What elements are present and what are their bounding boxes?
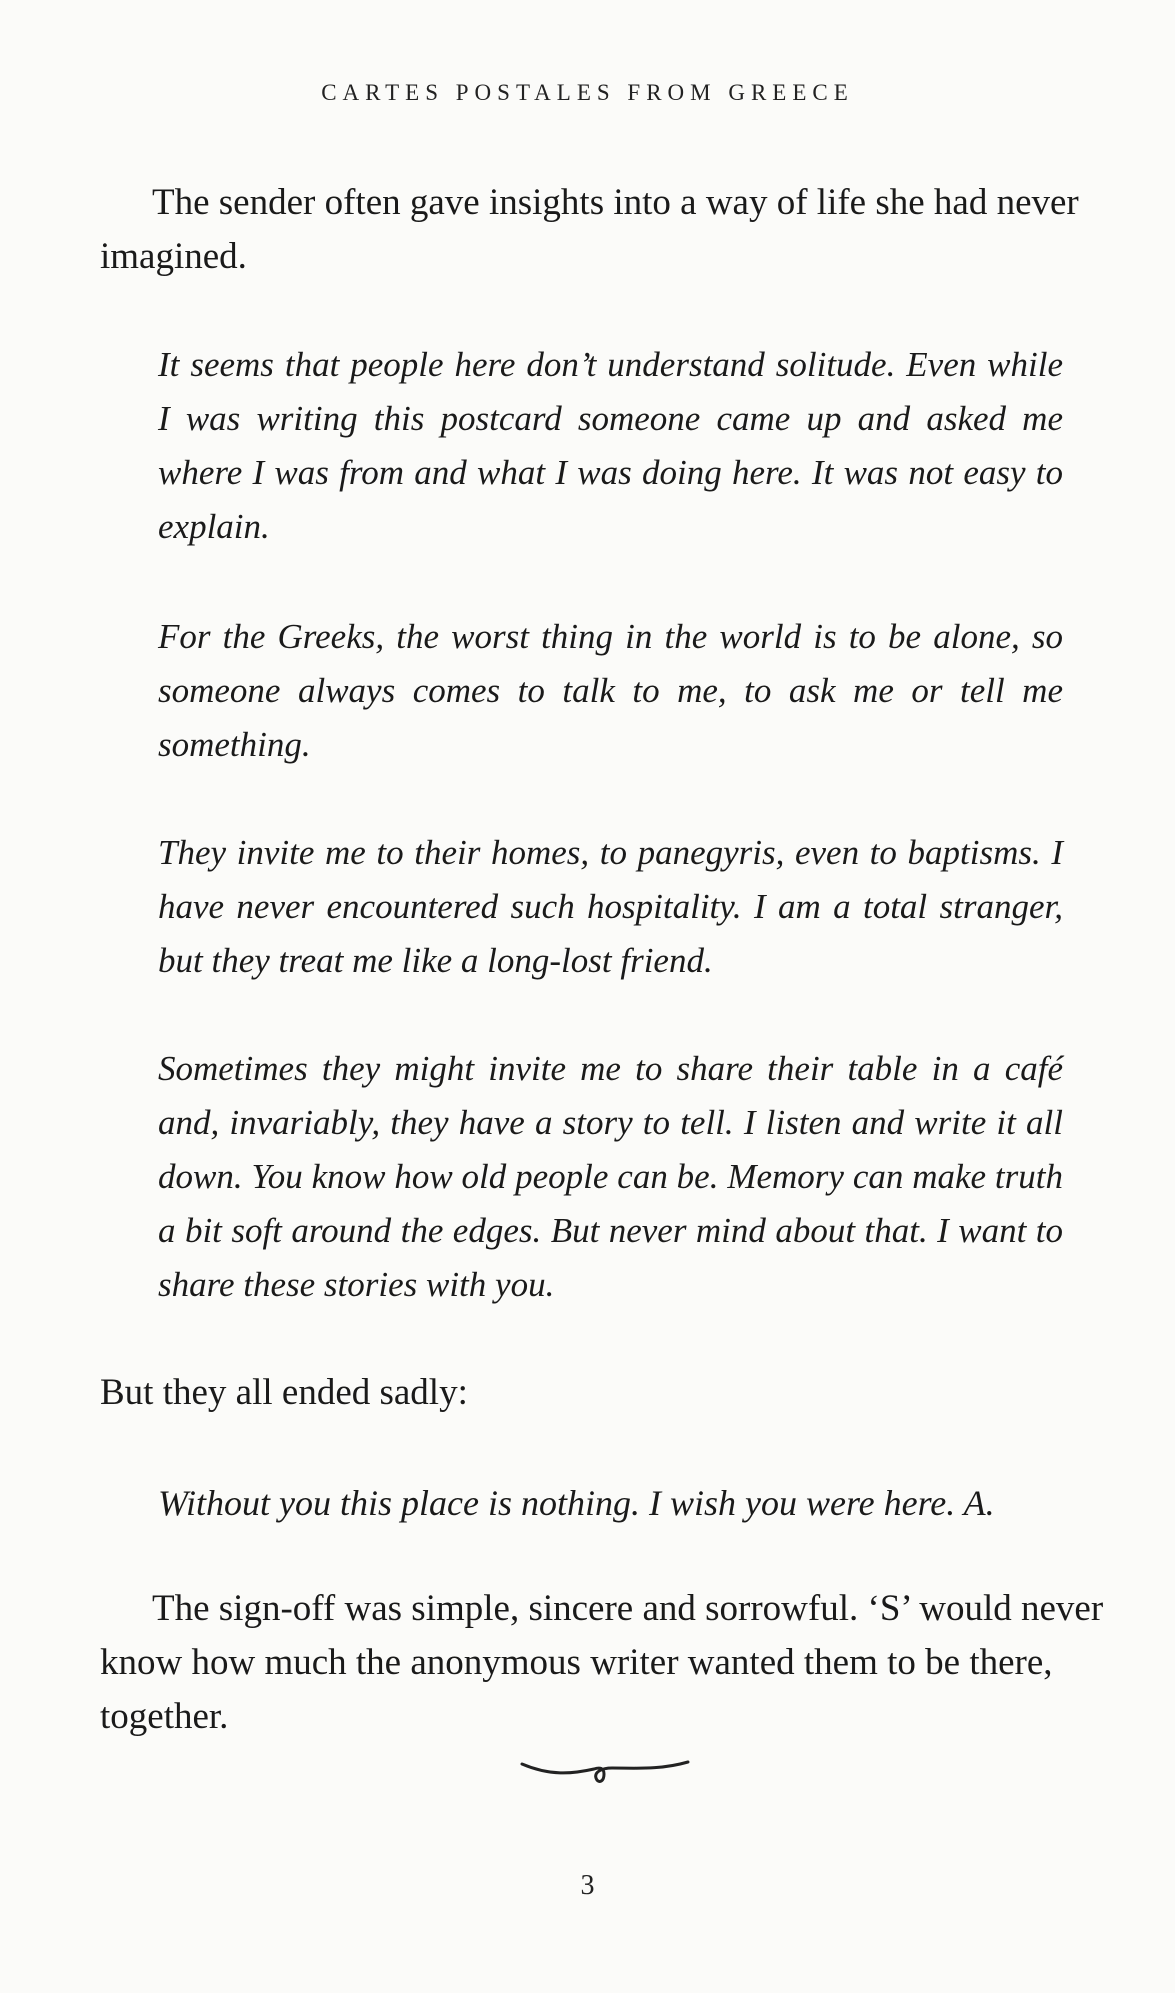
- transition-paragraph: But they all ended sadly:: [100, 1372, 468, 1413]
- intro-paragraph: The sender often gave insights into a way of life she had never imagined.: [100, 182, 1079, 277]
- closing-letter: Without you this place is nothing. I wish you were here. A.: [158, 1483, 995, 1523]
- page-number: 3: [580, 1870, 595, 1901]
- running-head: CARTES POSTALES FROM GREECE: [321, 80, 854, 105]
- letter-paragraph-1: It seems that people here don’t understand solitude. Even while I was writing this postcard someone came up and asked me where I was from and what I was doing here. It was not easy to explain.: [158, 345, 1063, 546]
- section-ornament-icon: [520, 1752, 690, 1792]
- letter-paragraph-2: For the Greeks, the worst thing in the world is to be alone, so someone always comes to talk to me, to ask me or tell me something.: [158, 617, 1063, 764]
- letter-paragraph-4: Sometimes they might invite me to share their table in a café and, invariably, they have a story to tell. I listen and write it all down. You know how old people can be. Memory can make truth a bit soft around the edges. But never mind about that. I want to share these stories with you.: [158, 1049, 1063, 1304]
- conclusion-paragraph: The sign-off was simple, sincere and sorrowful. ‘S’ would never know how much the anonymous writer wanted them to be there, together.: [100, 1588, 1104, 1737]
- letter-paragraph-3: They invite me to their homes, to panegyris, even to baptisms. I have never encountered such hospitality. I am a total stranger, but they treat me like a long-lost friend.: [158, 833, 1063, 980]
